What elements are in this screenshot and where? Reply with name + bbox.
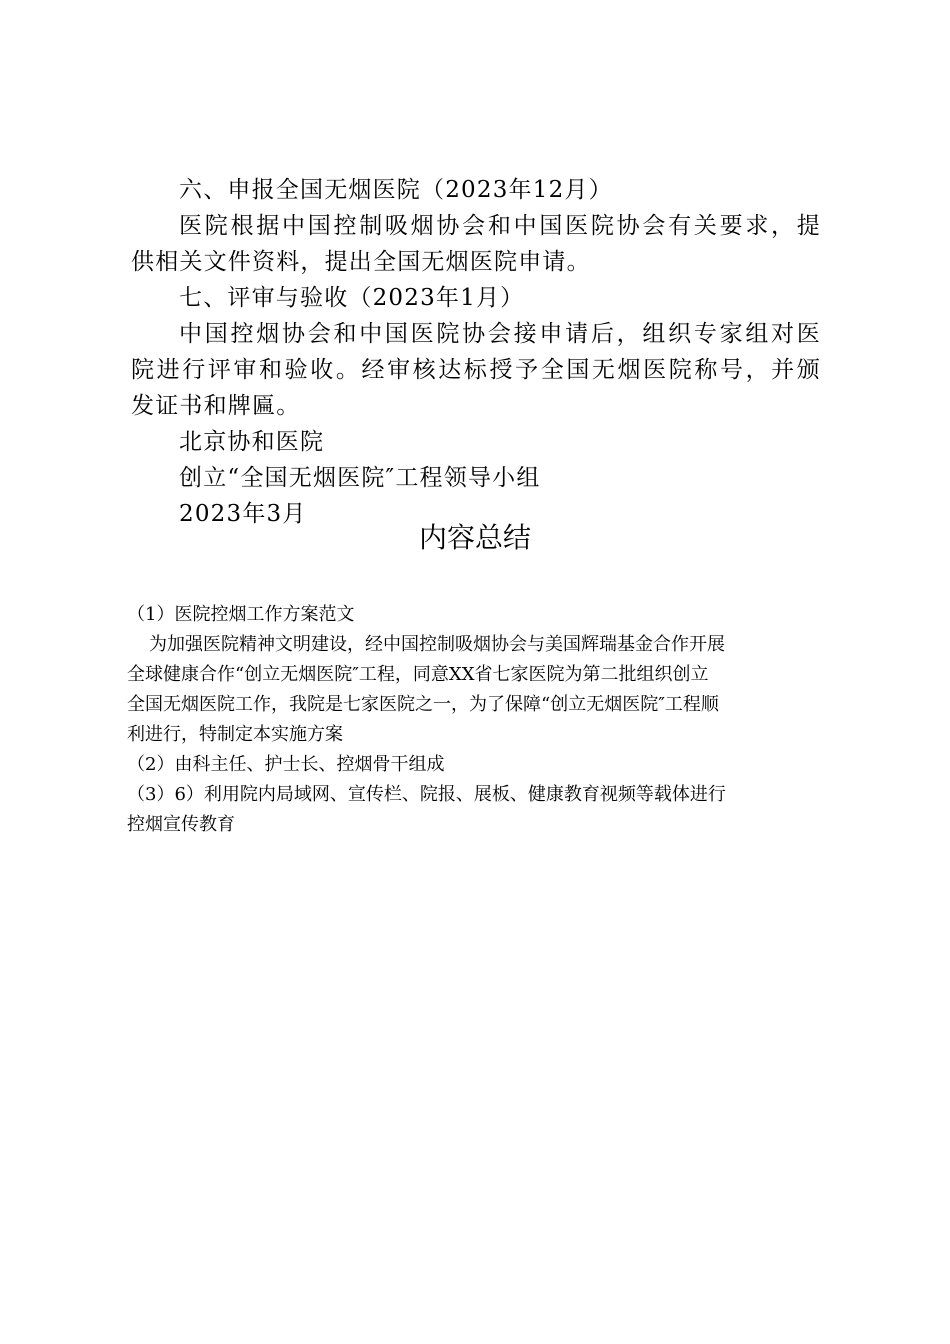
summary-paragraph-line: 为加强医院精神文明建设，经中国控制吸烟协会与美国辉瑞基金合作开展 bbox=[149, 634, 725, 655]
summary-item: （3）6）利用院内局域网、宣传栏、院报、展板、健康教育视频等载体进行 bbox=[127, 784, 726, 805]
paragraph-line: 院进行评审和验收。经审核达标授予全国无烟医院称号，并颁 bbox=[131, 357, 821, 383]
paragraph-line: 供相关文件资料，提出全国无烟医院申请。 bbox=[131, 249, 591, 275]
summary-paragraph-line: 控烟宣传教育 bbox=[127, 814, 235, 835]
summary-paragraph-line: 利进行，特制定本实施方案 bbox=[127, 724, 343, 745]
main-text-section bbox=[131, 172, 821, 532]
summary-paragraph-line: 全国无烟医院工作，我院是七家医院之一，为了保障“创立无烟医院″工程顺 bbox=[127, 694, 719, 715]
summary-item: （1）医院控烟工作方案范文 bbox=[127, 604, 355, 625]
section-heading-seven: 七、评审与验收（2023年1月） bbox=[179, 285, 525, 311]
paragraph-line: 医院根据中国控制吸烟协会和中国医院协会有关要求，提 bbox=[179, 213, 821, 239]
section-heading-six: 六、申报全国无烟医院（2023年12月） bbox=[179, 177, 613, 203]
summary-item: （2）由科主任、护士长、控烟骨干组成 bbox=[127, 754, 445, 775]
signature-date: 2023年3月 bbox=[179, 501, 307, 527]
paragraph-line: 发证书和牌匾。 bbox=[131, 393, 301, 419]
signature-group: 创立“全国无烟医院″工程领导小组 bbox=[179, 465, 541, 491]
signature-organization: 北京协和医院 bbox=[179, 429, 325, 455]
summary-section bbox=[127, 600, 823, 840]
summary-title: 内容总结 bbox=[418, 521, 531, 554]
paragraph-line: 中国控烟协会和中国医院协会接申请后，组织专家组对医 bbox=[179, 321, 821, 347]
summary-paragraph-line: 全球健康合作“创立无烟医院″工程，同意XX省七家医院为第二批组织创立 bbox=[127, 664, 709, 685]
